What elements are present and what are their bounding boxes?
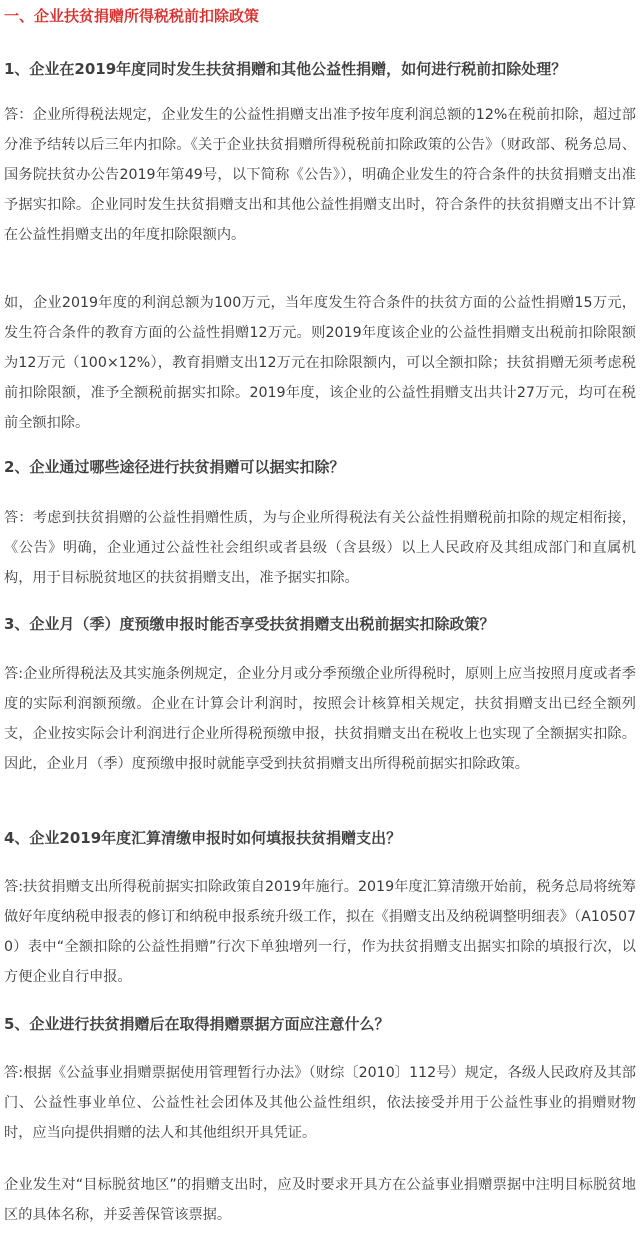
answer-5-paragraph-2: 企业发生对“目标脱贫地区”的捐赠支出时，应及时要求开具方在公益事业捐赠票据中注明目标脱贫地区的具体名称，并妥善保管该票据。 bbox=[4, 1177, 636, 1223]
answer-2-paragraph-1: 答：考虑到扶贫捐赠的公益性捐赠性质，为与企业所得税法有关公益性捐赠税前扣除的规定相衔接，《公告》明确，企业通过公益性社会组织或者县级（含县级）以上人民政府及其组成部门和直属机构，用于目标脱贫地区的扶贫捐赠支出，准予据实扣除。 bbox=[4, 510, 636, 586]
answer-5-paragraph-1: 答:根据《公益事业捐赠票据使用管理暂行办法》（财综〔2010〕112号）规定，各级人民政府及其部门、公益性事业单位、公益性社会团体及其他公益性组织，依法接受并用于公益性事业的捐赠财物时，应当向提供捐赠的法人和其他组织开具凭证。 bbox=[4, 1065, 636, 1141]
question-4: 4、企业2019年度汇算清缴申报时如何填报扶贫捐赠支出？ bbox=[4, 829, 402, 847]
question-2: 2、企业通过哪些途径进行扶贫捐赠可以据实扣除？ bbox=[4, 458, 345, 476]
answer-4-paragraph-1: 答:扶贫捐赠支出所得税前据实扣除政策自2019年施行。2019年度汇算清缴开始前，税务总局将统筹做好年度纳税申报表的修订和纳税申报系统升级工作，拟在《捐赠支出及纳税调整明细表》（A105070）表中“全额扣除的公益性捐赠”行次下单独增列一行，作为扶贫捐赠支出据实扣除的填报行次，以方便企业自行申报。 bbox=[4, 879, 636, 985]
section-title: 一、企业扶贫捐赠所得税税前扣除政策 bbox=[4, 7, 260, 25]
question-1: 1、企业在2019年度同时发生扶贫捐赠和其他公益性捐赠，如何进行税前扣除处理？ bbox=[4, 60, 567, 78]
answer-1-paragraph-2: 如，企业2019年度的利润总额为100万元，当年度发生符合条件的扶贫方面的公益性捐赠15万元，发生符合条件的教育方面的公益性捐赠12万元。则2019年度该企业的公益性捐赠支出税前扣除限额为12万元（100×12%），教育捐赠支出12万元在扣除限额内，可以全额扣除；扶贫捐赠无须考虑税前扣除限额，准予全额税前据实扣除。2019年度，该企业的公益性捐赠支出共计27万元，均可在税前全额扣除。 bbox=[4, 295, 636, 431]
question-3: 3、企业月（季）度预缴申报时能否享受扶贫捐赠支出税前据实扣除政策？ bbox=[4, 615, 495, 633]
answer-1-paragraph-1: 答：企业所得税法规定，企业发生的公益性捐赠支出准予按年度利润总额的12%在税前扣除，超过部分准予结转以后三年内扣除。《关于企业扶贫捐赠所得税税前扣除政策的公告》（财政部、税务总局、国务院扶贫办公告2019年第49号，以下简称《公告》），明确企业发生的符合条件的扶贫捐赠支出准予据实扣除。企业同时发生扶贫捐赠支出和其他公益性捐赠支出时，符合条件的扶贫捐赠支出不计算在公益性捐赠支出的年度扣除限额内。 bbox=[4, 107, 636, 243]
question-5: 5、企业进行扶贫捐赠后在取得捐赠票据方面应注意什么？ bbox=[4, 1015, 390, 1033]
answer-3-paragraph-1: 答:企业所得税法及其实施条例规定，企业分月或分季预缴企业所得税时，原则上应当按照月度或者季度的实际利润额预缴。企业在计算会计利润时，按照会计核算相关规定，扶贫捐赠支出已经全额列支，企业按实际会计利润进行企业所得税预缴申报，扶贫捐赠支出在税收上也实现了全额据实扣除。因此，企业月（季）度预缴申报时就能享受到扶贫捐赠支出所得税前据实扣除政策。 bbox=[4, 666, 636, 772]
